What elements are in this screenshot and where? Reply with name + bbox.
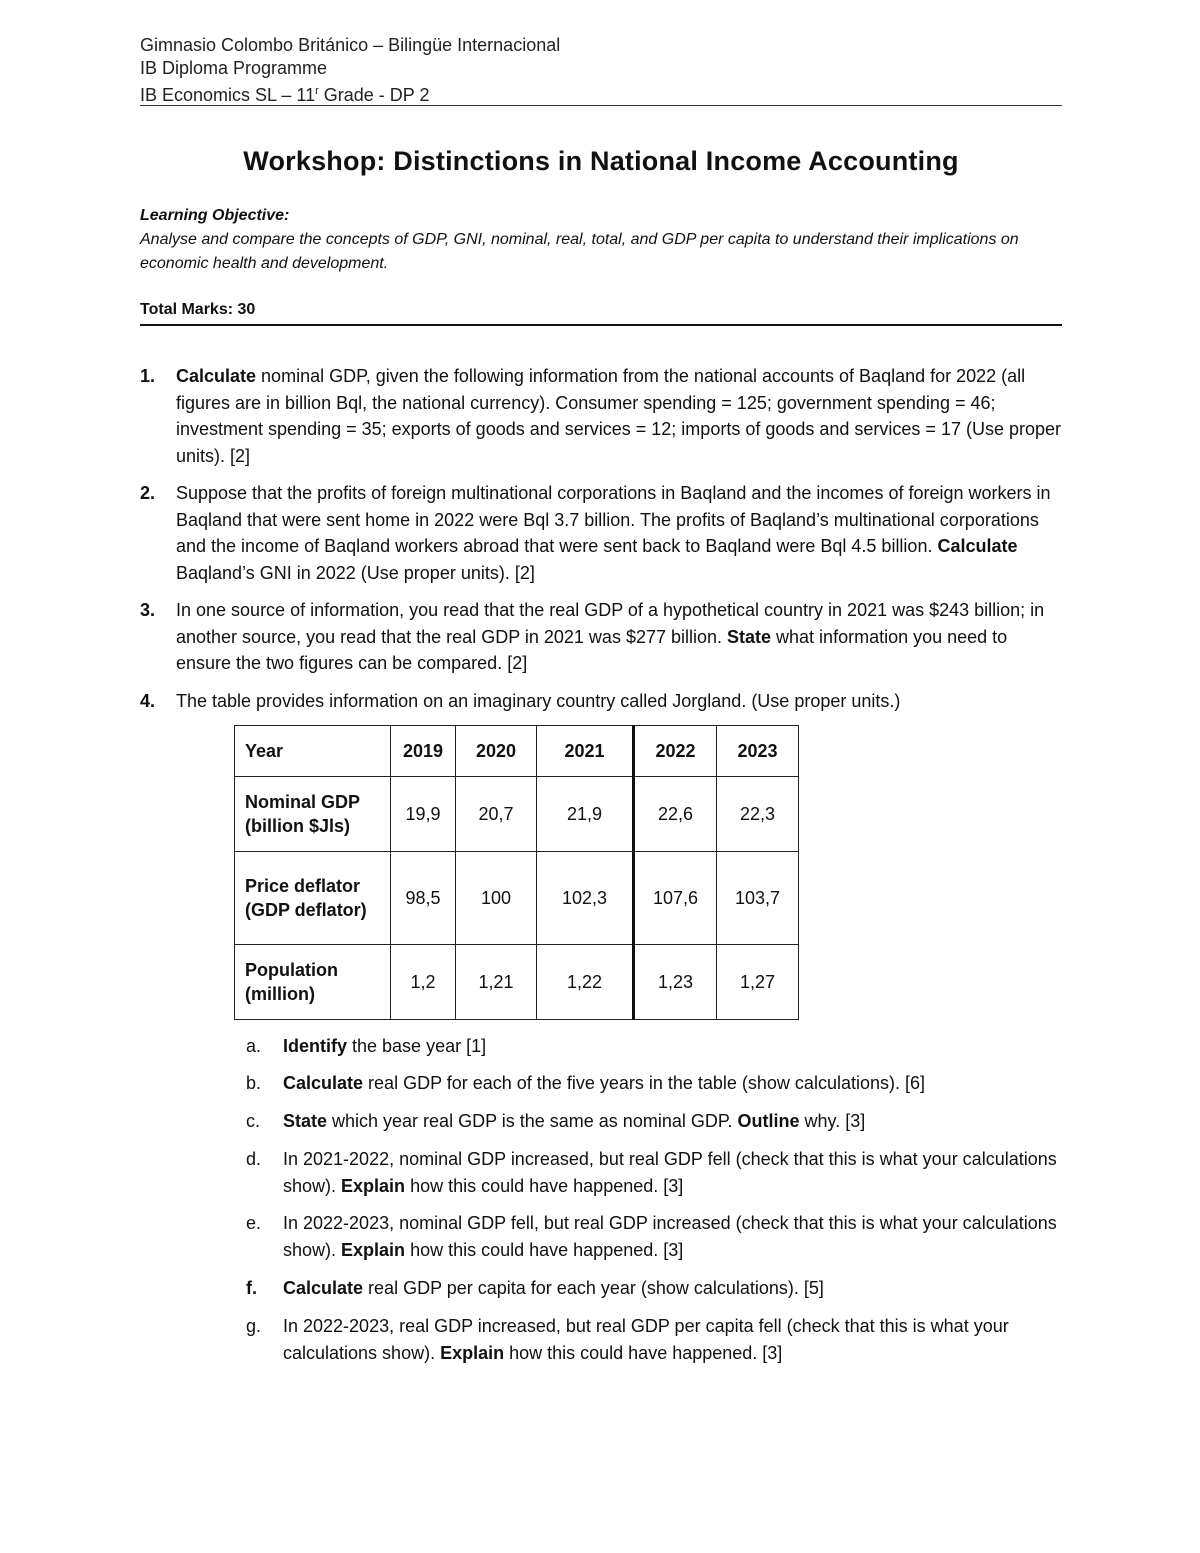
table-cell: 20,7 [456, 777, 537, 852]
subquestion-letter: e. [246, 1213, 262, 1233]
question-text: The table provides information on an imaginary country called Jorgland. (Use proper units.) [176, 691, 901, 711]
subquestion-text: In 2022-2023, real GDP increased, but real GDP per capita fell (check that this is what your calculations show). Explain how this could have happened. [3] [283, 1316, 1009, 1363]
document-header [140, 34, 1062, 107]
subquestion-text: In 2021-2022, nominal GDP increased, but real GDP fell (check that this is what your calculations show). Explain how this could have happened. [3] [283, 1149, 1057, 1196]
school-name: Gimnasio Colombo Británico – Bilingüe Internacional [140, 35, 561, 55]
table-header-year: 2019 [391, 726, 456, 777]
table-header-year: 2020 [456, 726, 537, 777]
subquestion-letter: g. [246, 1316, 262, 1336]
table-row-label: Price deflator (GDP deflator) [235, 852, 391, 945]
table-cell: 22,6 [634, 777, 717, 852]
subquestion-text: Calculate real GDP for each of the five years in the table (show calculations). [6] [283, 1073, 925, 1093]
question-text: Suppose that the profits of foreign multinational corporations in Baqland and the incomes of foreign workers in Baqland that were sent home in 2022 were Bql 3.7 billion. The profits of Baqland’s multinational corporations and the income of Baqland workers abroad that were sent back to Baqland were Bql 4.5 billion. Calculate Baqland’s GNI in 2022 (Use proper units). [2] [176, 483, 1051, 583]
table-cell: 1,23 [634, 945, 717, 1020]
learning-objective-label: Learning Objective: [140, 207, 290, 224]
question-number: 2. [140, 483, 156, 503]
question-4 [140, 688, 1062, 715]
table-cell: 21,9 [537, 777, 634, 852]
learning-objective-text: Analyse and compare the concepts of GDP, GNI, nominal, real, total, and GDP per capita to understand their implications on economic health and development. [140, 231, 1019, 272]
table-row [235, 852, 799, 945]
subquestion-b [246, 1070, 1066, 1097]
subquestion-letter: a. [246, 1036, 262, 1056]
table-cell: 98,5 [391, 852, 456, 945]
page-title: Workshop: Distinctions in National Income Accounting [243, 146, 959, 176]
table-cell: 22,3 [717, 777, 799, 852]
table-cell: 1,2 [391, 945, 456, 1020]
question-number: 4. [140, 691, 156, 711]
subquestion-g [246, 1313, 1066, 1366]
table-row [235, 945, 799, 1020]
table-header-year: 2021 [537, 726, 634, 777]
subquestion-text: Calculate real GDP per capita for each year (show calculations). [5] [283, 1278, 824, 1298]
subquestion-f [246, 1275, 1066, 1302]
jorgland-data-table [234, 725, 799, 1020]
table-cell: 1,22 [537, 945, 634, 1020]
table-header-year-label: Year [235, 726, 391, 777]
course-name: IB Economics SL – 11$^r$ Grade - DP 2 [140, 85, 430, 105]
table-row [235, 777, 799, 852]
table-row-label: Nominal GDP (billion $Jls) [235, 777, 391, 852]
total-marks: Total Marks: 30 [140, 301, 256, 318]
programme-name: IB Diploma Programme [140, 58, 328, 78]
learning-objective [140, 204, 1062, 276]
subquestion-text: In 2022-2023, nominal GDP fell, but real GDP increased (check that this is what your calculations show). Explain how this could have happened. [3] [283, 1213, 1057, 1260]
subquestion-letter: d. [246, 1149, 262, 1169]
table-header-year: 2023 [717, 726, 799, 777]
table-cell: 103,7 [717, 852, 799, 945]
table-cell: 1,27 [717, 945, 799, 1020]
table-row-label: Population (million) [235, 945, 391, 1020]
header-divider [140, 105, 1062, 106]
question-text: Calculate nominal GDP, given the following information from the national accounts of Baqland for 2022 (all figures are in billion Bql, the national currency). Consumer spending = 125; government spending = 46; investment spending = 35; exports of goods and services = 12; imports of goods and services = 17 (Use proper units). [2] [176, 366, 1061, 466]
subquestion-a [246, 1033, 1066, 1060]
subquestion-text: State which year real GDP is the same as nominal GDP. Outline why. [3] [283, 1111, 866, 1131]
table-cell: 107,6 [634, 852, 717, 945]
marks-divider [140, 324, 1062, 326]
subquestion-d [246, 1146, 1066, 1199]
subquestion-e [246, 1210, 1066, 1263]
question-number: 1. [140, 366, 156, 386]
question-2 [140, 480, 1062, 586]
subquestion-letter: f. [246, 1278, 257, 1298]
subquestion-c [246, 1108, 1066, 1135]
question-3 [140, 597, 1062, 677]
question-text: In one source of information, you read that the real GDP of a hypothetical country in 2021 was $243 billion; in another source, you read that the real GDP in 2021 was $277 billion. State what information you need to ensure the two figures can be compared. [2] [176, 600, 1045, 673]
table-header-row [235, 726, 799, 777]
subquestion-text: Identify the base year [1] [283, 1036, 487, 1056]
subquestion-letter: b. [246, 1073, 262, 1093]
table-cell: 1,21 [456, 945, 537, 1020]
table-cell: 102,3 [537, 852, 634, 945]
table-cell: 100 [456, 852, 537, 945]
table-cell: 19,9 [391, 777, 456, 852]
table-header-year: 2022 [634, 726, 717, 777]
question-number: 3. [140, 600, 156, 620]
question-1 [140, 363, 1062, 469]
subquestion-letter: c. [246, 1111, 261, 1131]
